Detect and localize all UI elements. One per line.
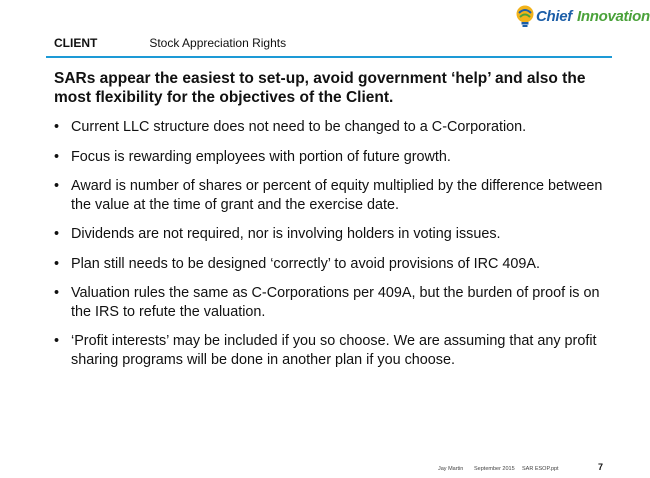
header-divider [46, 56, 612, 58]
bullet-text: Valuation rules the same as C-Corporations per 409A, but the burden of proof is on the IRS to refute the valuation. [71, 285, 600, 320]
page-number: 7 [598, 462, 604, 472]
bullet-item [54, 332, 614, 369]
footer-filename: SAR ESOP.ppt [522, 466, 559, 472]
bullet-text: Focus is rewarding employees with portion of future growth. [71, 148, 451, 165]
footer-author: Jay Martin [438, 466, 464, 472]
footer-date: September 2015 [474, 466, 515, 472]
bullet-item [54, 255, 614, 274]
bullet-item [54, 177, 614, 214]
bullet-text: Award is number of shares or percent of equity multiplied by the difference between the value at the time of grant and the exercise date. [71, 178, 603, 213]
bullet-dot: • [54, 285, 60, 301]
chief-innovation-logo [514, 4, 650, 30]
bullet-dot: • [54, 226, 60, 242]
bullet-dot: • [54, 119, 60, 135]
bullet-text: Dividends are not required, nor is involving holders in voting issues. [71, 226, 501, 242]
slide-headline: SARs appear the easiest to set-up, avoid government ‘help’ and also the most flexibility for the objectives of the Client. [54, 70, 586, 106]
bullet-list [54, 118, 614, 380]
bullet-dot: • [54, 333, 60, 349]
bullet-item [54, 118, 614, 137]
bullet-text: Plan still needs to be designed ‘correctly’ to avoid provisions of IRC 409A. [71, 255, 541, 272]
bullet-text: Current LLC structure does not need to be changed to a C-Corporation. [71, 119, 527, 135]
lightbulb-globe-icon [514, 4, 536, 30]
logo-text-innovation: Innovation [577, 8, 650, 25]
bullet-item [54, 225, 614, 244]
bullet-item [54, 284, 614, 321]
bullet-dot: • [54, 255, 60, 272]
slide-topic: Stock Appreciation Rights [149, 36, 287, 50]
bullet-dot: • [54, 148, 60, 165]
slide-header [54, 36, 286, 50]
client-label: CLIENT [54, 36, 98, 50]
bullet-text: ‘Profit interests’ may be included if you so choose. We are assuming that any profit sharing programs will be done in another plan if you choose. [71, 333, 597, 368]
logo-text-chief: Chief [536, 8, 573, 25]
bullet-item [54, 148, 614, 167]
bullet-dot: • [54, 178, 60, 194]
